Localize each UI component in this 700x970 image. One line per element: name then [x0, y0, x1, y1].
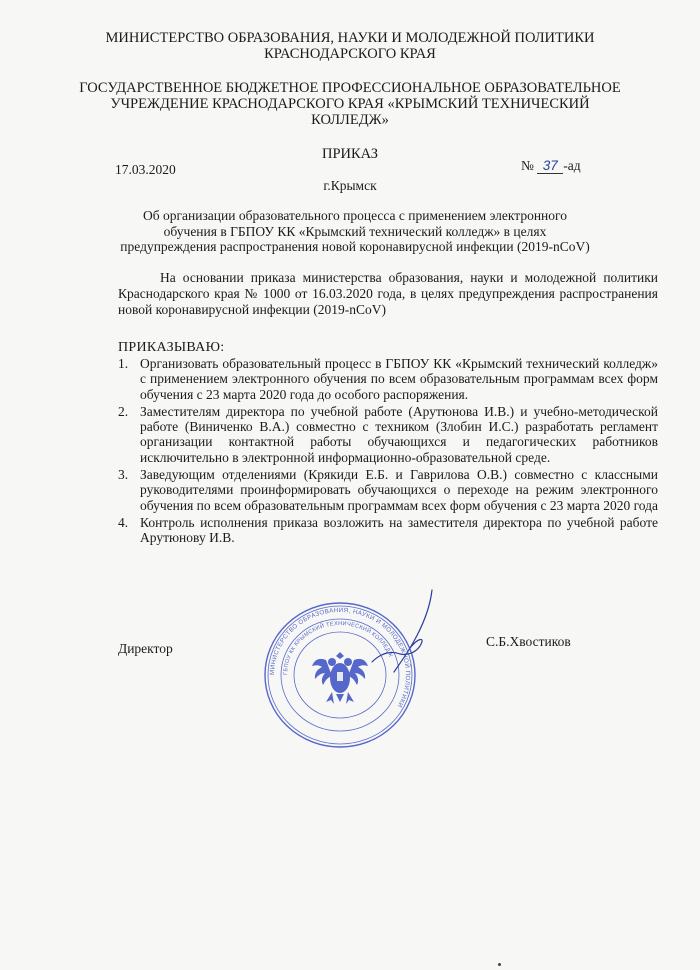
- college-header: [0, 80, 700, 128]
- order-number: [521, 158, 581, 174]
- order-title: ПРИКАЗ: [321, 146, 379, 162]
- college-line-1: ГОСУДАРСТВЕННОЕ БЮДЖЕТНОЕ ПРОФЕССИОНАЛЬНОЕ ОБРАЗОВАТЕЛЬНОЕ: [79, 80, 621, 96]
- ministry-line-1: МИНИСТЕРСТВО ОБРАЗОВАНИЯ, НАУКИ И МОЛОДЕЖНОЙ ПОЛИТИКИ: [105, 30, 595, 46]
- order-item-number: 2.: [118, 403, 129, 419]
- signer-position: Директор: [118, 641, 173, 656]
- order-item-text: Контроль исполнения приказа возложить на заместителя директора по учебной работе Арутюнову И.В.: [140, 514, 658, 546]
- order-item-text: Заведующим отделениями (Крякиди Е.Б. и Гаврилова О.В.) совместно с классными руководителями проинформировать обучающихся о переходе на режим электронного обучения по всем образовательным программам всех форм обучения с 23 марта 2020 года: [140, 467, 658, 513]
- ministry-line-2: КРАСНОДАРСКОГО КРАЯ: [264, 46, 436, 62]
- signer-name: С.Б.Хвостиков: [486, 634, 571, 649]
- order-subject: Об организации образовательного процесса с применением электронного обучения в ГБПОУ КК «Крымский технический колледж» в целях предупреждения распространения новой коронавирусной инфекции (2019-nCoV): [120, 208, 590, 254]
- order-items: [118, 356, 658, 548]
- order-item-text: Организовать образовательный процесс в ГБПОУ КК «Крымский технический колледж» с применением электронного обучения по всем образовательным программам всех форм обучения с 23 марта 2020 года до особого распоряжения.: [140, 356, 658, 402]
- order-item-number: 1.: [118, 356, 129, 371]
- ministry-header: [0, 30, 700, 62]
- order-item: [118, 515, 658, 546]
- order-item: [118, 404, 658, 465]
- handwritten-signature: [360, 588, 480, 678]
- college-line-3: КОЛЛЕДЖ»: [311, 112, 389, 128]
- order-item-number: 4.: [118, 514, 129, 530]
- order-date: 17.03.2020: [115, 162, 176, 177]
- college-line-2: УЧРЕЖДЕНИЕ КРАСНОДАРСКОГО КРАЯ «КРЫМСКИЙ ТЕХНИЧЕСКИЙ: [110, 96, 590, 112]
- order-item: [118, 356, 658, 402]
- order-basis: На основании приказа министерства образования, науки и молодежной политики Краснодарского края № 1000 от 16.03.2020 года, в целях предупреждения распространения новой коронавирусной инфекции (2019-nCoV): [118, 270, 658, 317]
- seal-inner-text: ГБПОУ КК КРЫМСКИЙ ТЕХНИЧЕСКИЙ КОЛЛЕДЖ: [282, 620, 394, 676]
- order-number-suffix: -ад: [563, 158, 581, 173]
- scan-speck: [498, 963, 501, 966]
- order-number-prefix: №: [521, 158, 534, 173]
- order-item: [118, 467, 658, 513]
- order-number-value: 37: [537, 158, 563, 174]
- order-word: ПРИКАЗЫВАЮ:: [118, 340, 225, 355]
- order-city: г.Крымск: [323, 178, 377, 193]
- seal-outer-text: МИНИСТЕРСТВО ОБРАЗОВАНИЯ, НАУКИ И МОЛОДЕЖНОЙ ПОЛИТИКИ: [268, 606, 412, 709]
- order-item-text: Заместителям директора по учебной работе (Арутюнова И.В.) и учебно-методической работе (Виниченко В.А.) совместно с техником (Злобин И.С.) разработать регламент организации контактной работы обучающихся и педагогических работников исключительно в электронной информационно-образовательной среде.: [140, 403, 658, 465]
- order-item-number: 3.: [118, 467, 129, 483]
